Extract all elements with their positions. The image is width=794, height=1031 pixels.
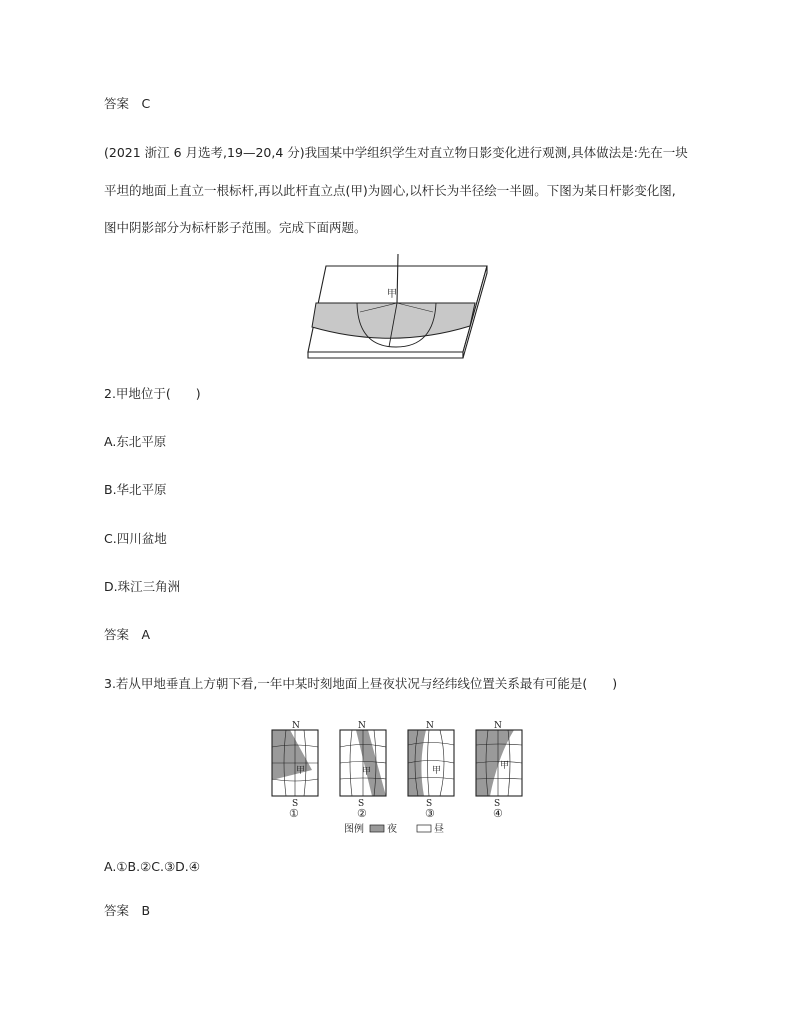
q3-answer: 答案 B: [104, 903, 151, 918]
legend-day-label: 昼: [434, 824, 444, 835]
legend-title: 图例: [344, 824, 364, 835]
panel-4-point: 甲: [500, 761, 510, 771]
legend: [344, 822, 444, 835]
panel-2: [340, 721, 386, 820]
legend-night-swatch: [370, 825, 384, 832]
shadow-figure: [300, 252, 492, 368]
panel-1-point: 甲: [296, 766, 306, 776]
q3-options: A.①B.②C.③D.④: [104, 859, 200, 874]
panel-2-south: S: [358, 799, 365, 809]
intro-line-1: (2021 浙江 6 月选考,19—20,4 分)我国某中学组织学生对直立物日影变化进行观测,具体做法是:先在一块: [104, 145, 688, 160]
panel-2-point: 甲: [362, 767, 372, 777]
panel-1-label: ①: [289, 807, 299, 820]
panel-3-point: 甲: [432, 766, 442, 776]
daynight-figure-svg: [266, 716, 536, 844]
panel-3-north: N: [426, 721, 434, 731]
panel-4-label: ④: [493, 807, 503, 820]
panel-4-north: N: [494, 721, 502, 731]
panel-3-label: ③: [425, 807, 435, 820]
intro-line-3: 图中阴影部分为标杆影子范围。完成下面两题。: [104, 220, 367, 235]
panel-3-south: S: [426, 799, 433, 809]
panel-1-south: S: [292, 799, 299, 809]
legend-day-swatch: [417, 825, 431, 832]
panel-4: [476, 721, 522, 820]
panel-3: [408, 721, 454, 820]
panel-1: [272, 721, 318, 820]
q2-option-d: D.珠江三角洲: [104, 579, 181, 594]
intro-line-2: 平坦的地面上直立一根标杆,再以此杆直立点(甲)为圆心,以杆长为半径绘一半圆。下图为某日杆影变化图,: [104, 183, 676, 198]
shadow-figure-svg: [300, 252, 492, 364]
q2-option-c: C.四川盆地: [104, 531, 167, 546]
daynight-figure: [266, 716, 536, 848]
panel-2-label: ②: [357, 807, 367, 820]
answer-1: 答案 C: [104, 96, 151, 111]
q2-answer: 答案 A: [104, 627, 151, 642]
q2-stem: 2.甲地位于( ): [104, 386, 201, 401]
q3-stem: 3.若从甲地垂直上方朝下看,一年中某时刻地面上昼夜状况与经纬线位置关系最有可能是( ): [104, 676, 618, 691]
q2-option-b: B.华北平原: [104, 482, 167, 497]
panel-4-south: S: [494, 799, 501, 809]
q2-option-a: A.东北平原: [104, 434, 167, 449]
panel-1-north: N: [292, 721, 300, 731]
legend-night-label: 夜: [387, 824, 397, 835]
panel-2-north: N: [358, 721, 366, 731]
fig1-point-label: 甲: [387, 289, 397, 300]
